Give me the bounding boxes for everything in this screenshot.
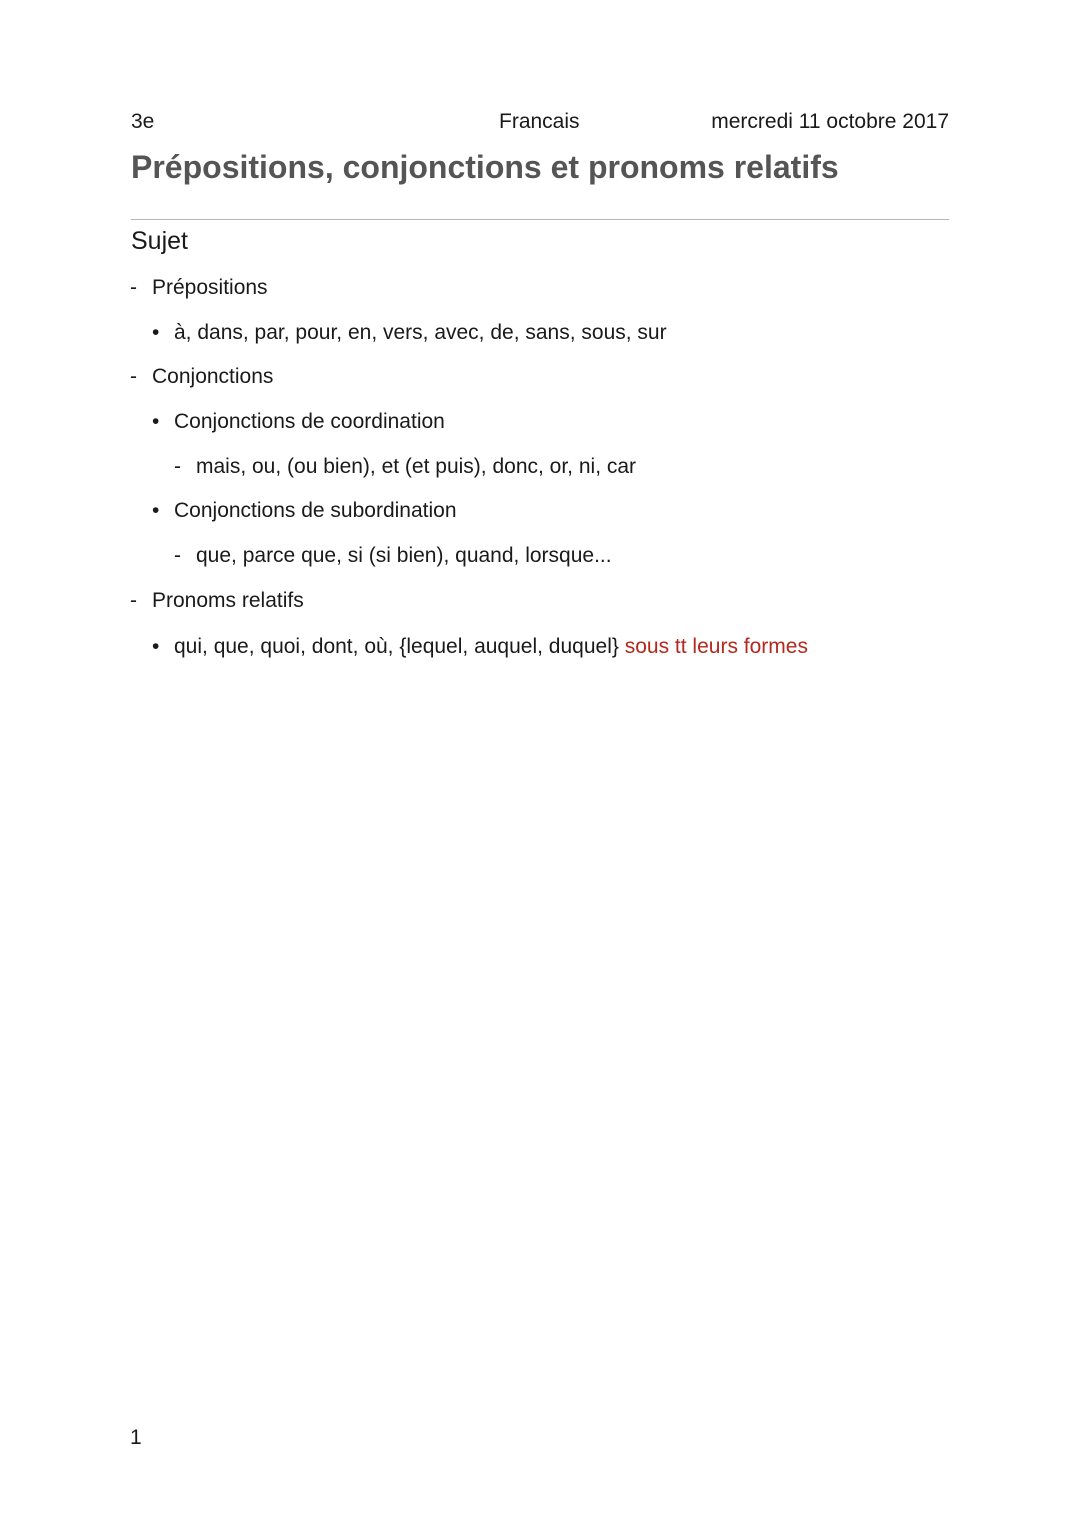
- list-item-label: Conjonctions de subordination: [174, 499, 457, 522]
- list-item-label: que, parce que, si (si bien), quand, lorsque...: [196, 544, 612, 567]
- page-number: 1: [130, 1426, 142, 1449]
- list-item-subordination: [152, 497, 457, 525]
- bullet-marker: •: [152, 321, 160, 344]
- list-item-label: à, dans, par, pour, en, vers, avec, de, sans, sous, sur: [174, 321, 667, 344]
- bullet-marker: •: [152, 410, 160, 433]
- list-item-label: Conjonctions de coordination: [174, 410, 445, 433]
- bullet-marker: •: [152, 499, 160, 522]
- dash-marker: -: [130, 276, 137, 299]
- handwritten-note: sous tt leurs formes: [624, 635, 808, 658]
- dash-marker: -: [130, 589, 137, 612]
- dash-marker: -: [174, 544, 181, 567]
- list-item-label: Pronoms relatifs: [152, 589, 304, 612]
- bullet-marker: •: [152, 635, 160, 658]
- page-title: Prépositions, conjonctions et pronoms relatifs: [131, 149, 839, 185]
- list-item-pronoms: [130, 587, 304, 615]
- list-item-prepositions: [130, 274, 268, 302]
- title-divider: [131, 219, 949, 220]
- date: mercredi 11 octobre 2017: [711, 110, 949, 133]
- list-item-label: mais, ou, (ou bien), et (et puis), donc, or, ni, car: [196, 455, 637, 478]
- class-level: 3e: [131, 110, 155, 133]
- list-item-coordination-list: [174, 453, 636, 481]
- list-item-coordination: [152, 408, 445, 436]
- list-item-subordination-list: [174, 542, 612, 570]
- subject: Francais: [499, 110, 580, 133]
- dash-marker: -: [174, 455, 181, 478]
- list-item-label: Conjonctions: [152, 365, 274, 388]
- document-header: [131, 108, 949, 136]
- list-item-conjonctions: [130, 363, 273, 391]
- list-item-prepositions-list: [152, 319, 667, 347]
- section-heading: Sujet: [131, 227, 188, 255]
- list-item-pronoms-list: [152, 633, 808, 661]
- list-item-label: qui, que, quoi, dont, où, {lequel, auquel, duquel}: [174, 635, 619, 658]
- dash-marker: -: [130, 365, 137, 388]
- list-item-label: Prépositions: [152, 276, 268, 299]
